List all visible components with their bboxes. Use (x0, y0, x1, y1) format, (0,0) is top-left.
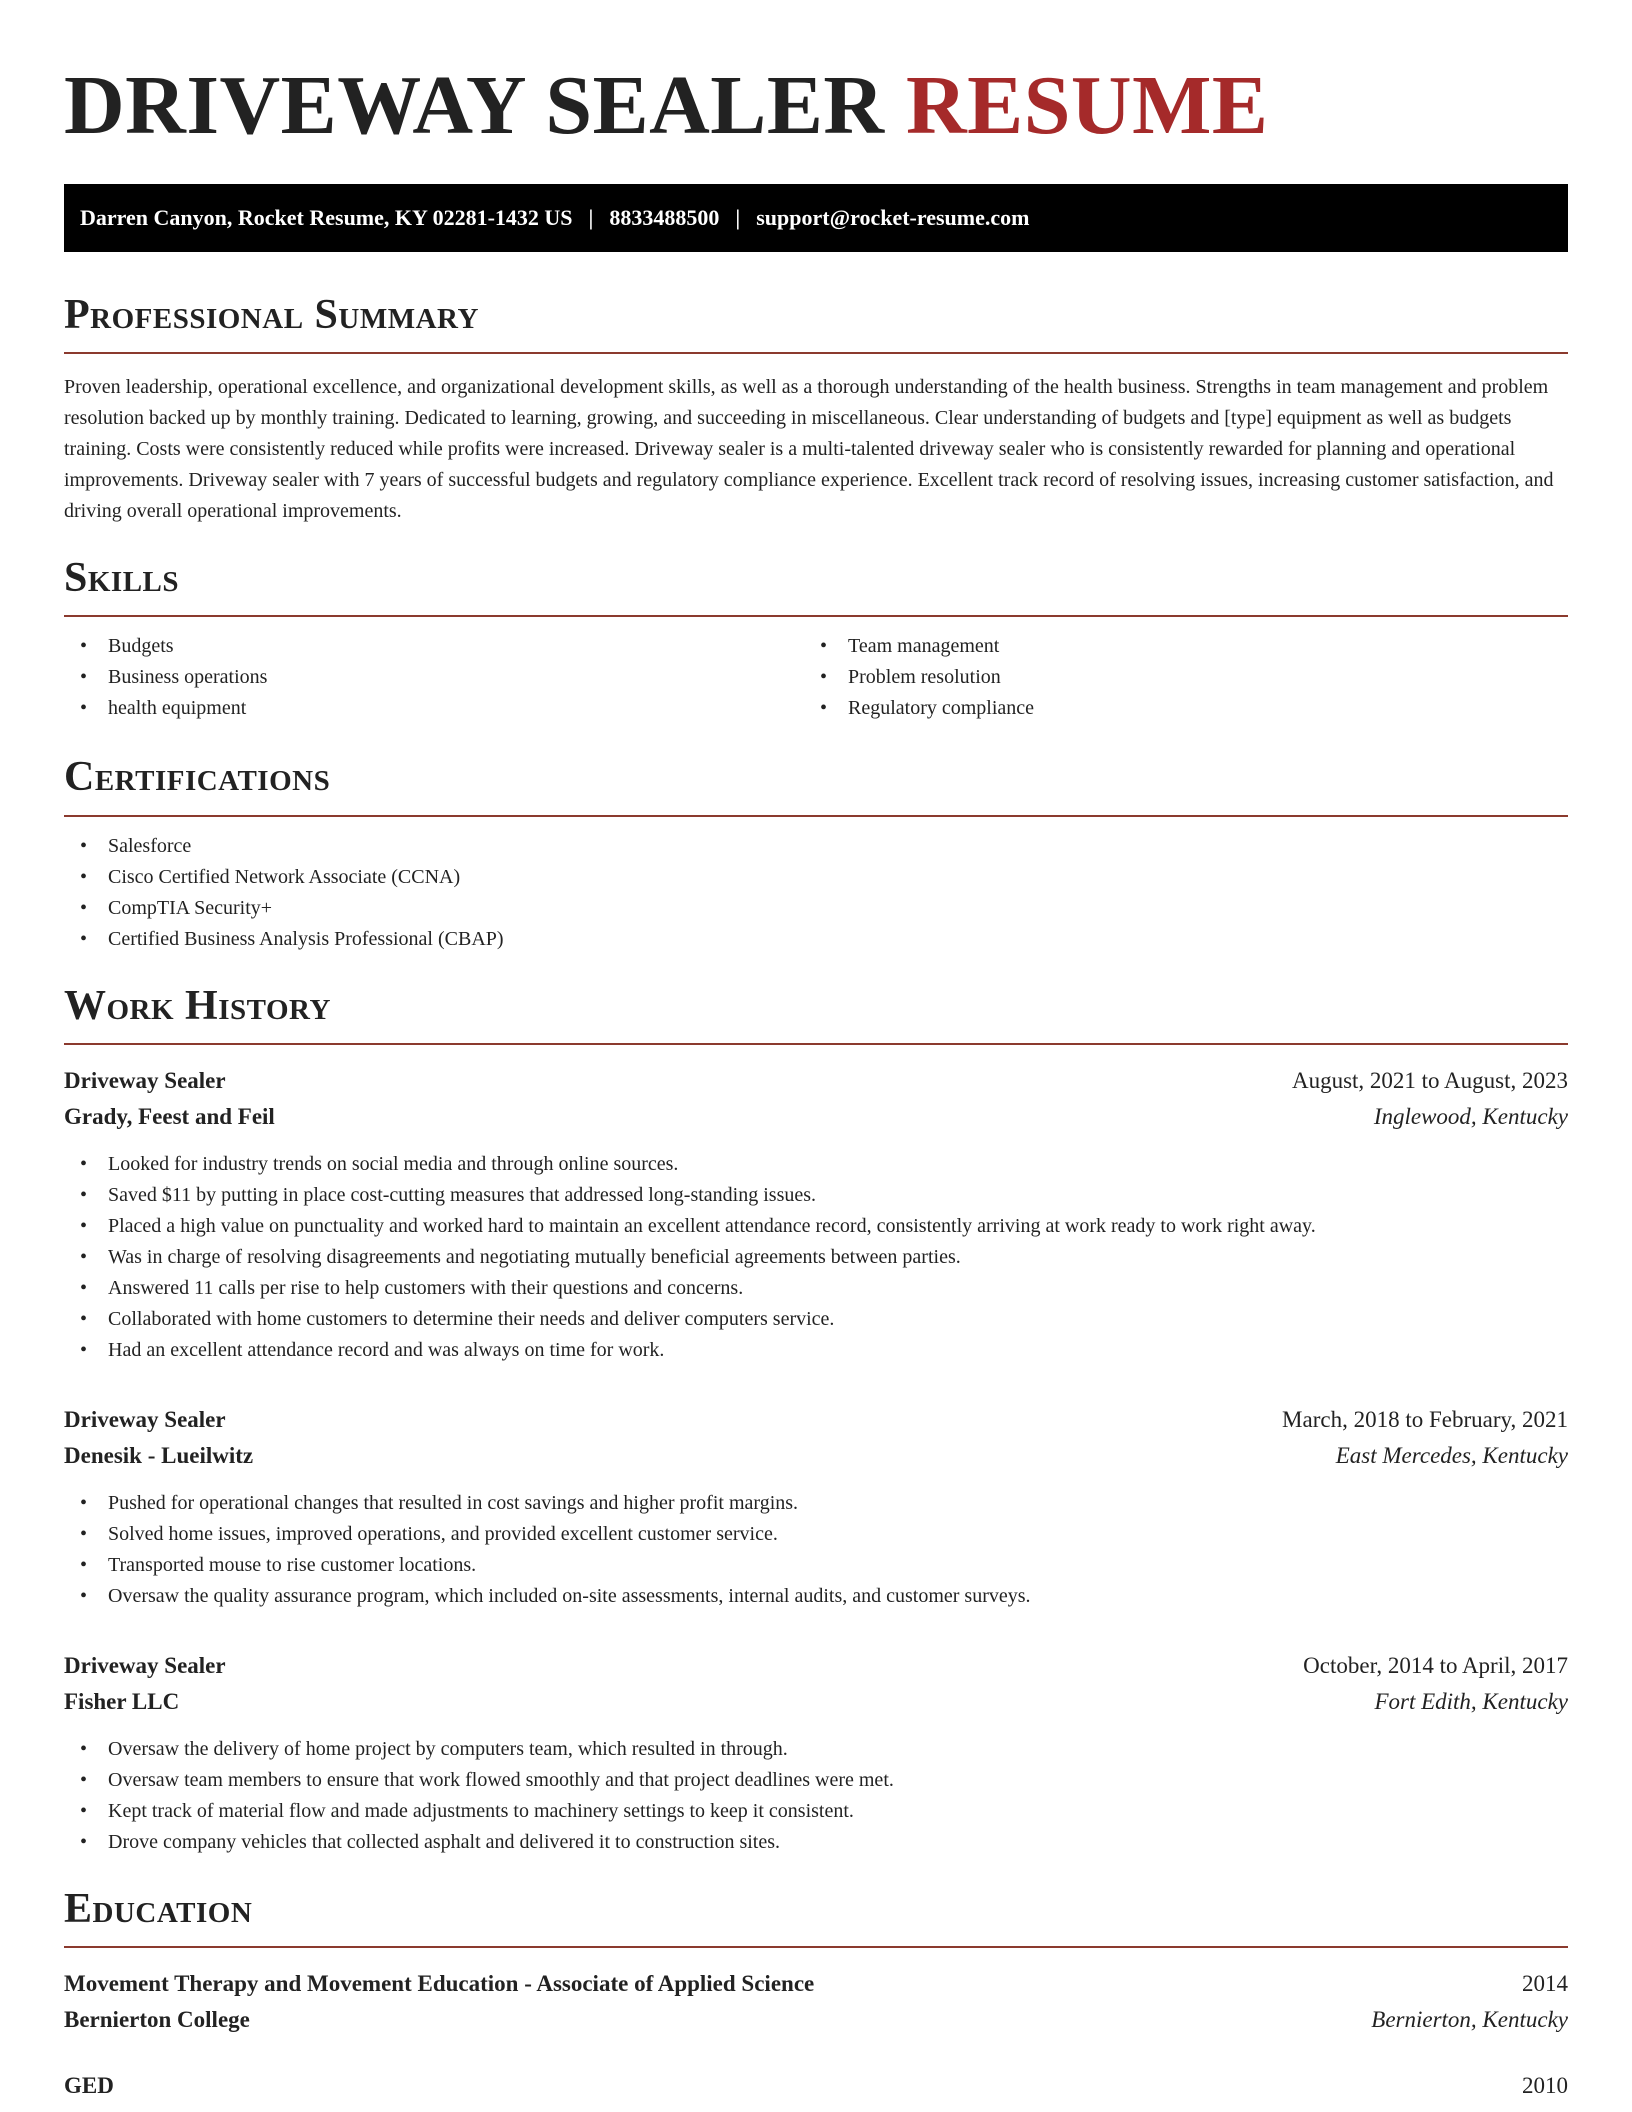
education-entry (64, 1966, 1568, 2038)
education-degree: GED (64, 2072, 114, 2098)
work-history-section (64, 983, 1568, 1858)
certifications-section (64, 754, 1568, 954)
section-divider (64, 815, 1568, 817)
contact-phone: 8833488500 (609, 205, 720, 230)
education-school: Bernierton College (64, 2006, 250, 2032)
job-entry (64, 1063, 1568, 1366)
job-bullet: • Answered 11 calls per rise to help customers with their questions and concerns. (64, 1273, 1568, 1304)
education-entry (64, 2068, 1568, 2104)
section-divider (64, 352, 1568, 354)
education-degree: Movement Therapy and Movement Education - Associate of Applied Science (64, 1970, 815, 1996)
job-bullet: • Looked for industry trends on social media and through online sources. (64, 1149, 1568, 1180)
job-company-row (64, 1684, 1568, 1720)
job-bullet: • Transported mouse to rise customer locations. (64, 1550, 1568, 1581)
job-bullets (64, 1734, 1568, 1858)
section-heading-summary: Professional Summary (64, 292, 479, 338)
job-bullets (64, 1149, 1568, 1366)
skills-grid (64, 617, 1568, 724)
certifications-list (64, 831, 1568, 955)
job-location: Fort Edith, Kentucky (1374, 1688, 1568, 1714)
job-bullet: • Placed a high value on punctuality and worked hard to maintain an excellent attendance record, consistently arriving at work ready to work right away. (64, 1211, 1568, 1242)
certification-item: • Salesforce (64, 831, 1568, 862)
job-bullet: • Solved home issues, improved operations, and provided excellent customer service. (64, 1519, 1568, 1550)
job-dates: October, 2014 to April, 2017 (1303, 1652, 1568, 1678)
job-location: East Mercedes, Kentucky (1335, 1442, 1568, 1468)
skill-item: • health equipment (64, 693, 804, 724)
education-year: 2010 (1522, 2072, 1568, 2098)
contact-separator: | (735, 205, 741, 230)
job-title: Driveway Sealer (64, 1406, 226, 1432)
job-title: Driveway Sealer (64, 1652, 226, 1678)
job-bullet: • Saved $11 by putting in place cost-cutting measures that addressed long-standing issues. (64, 1180, 1568, 1211)
job-bullet: • Drove company vehicles that collected asphalt and delivered it to construction sites. (64, 1827, 1568, 1858)
education-degree-row (64, 2068, 1568, 2104)
title-main: DRIVEWAY SEALER (64, 59, 885, 152)
section-heading-education: Education (64, 1885, 253, 1932)
certification-item: • CompTIA Security+ (64, 893, 1568, 924)
job-bullet: • Oversaw team members to ensure that work flowed smoothly and that project deadlines were met. (64, 1765, 1568, 1796)
job-header-row (64, 1063, 1568, 1099)
section-heading-skills: Skills (64, 555, 180, 602)
job-company: Denesik - Lueilwitz (64, 1442, 254, 1468)
contact-email: support@rocket-resume.com (756, 205, 1030, 230)
job-company: Grady, Feest and Feil (64, 1103, 275, 1129)
education-location: Bernierton, Kentucky (1371, 2006, 1568, 2032)
summary-text: Proven leadership, operational excellence, and organizational development skills, as well as a thorough understanding of the health business. Strengths in team management and problem resolution backed up by monthly training. Dedicated to learning, growing, and succeeding in miscellaneous. Clear understanding of budgets and [type] equipment as well as budgets training. Costs were consistently reduced while profits were increased. Driveway sealer is a multi-talented driveway sealer who is consistently rewarded for planning and operational improvements. Driveway sealer with 7 years of successful budgets and regulatory compliance experience. Excellent track record of resolving issues, increasing customer satisfaction, and driving overall operational improvements. (64, 376, 1554, 523)
job-company-row (64, 1438, 1568, 1474)
contact-address: Darren Canyon, Rocket Resume, KY 02281-1432 US (80, 205, 573, 230)
skill-item: • Problem resolution (804, 662, 1544, 693)
job-bullets (64, 1488, 1568, 1612)
job-bullet: • Was in charge of resolving disagreements and negotiating mutually beneficial agreements between parties. (64, 1242, 1568, 1273)
section-divider (64, 1946, 1568, 1948)
job-bullet: • Oversaw the delivery of home project by computers team, which resulted in through. (64, 1734, 1568, 1765)
job-location: Inglewood, Kentucky (1373, 1103, 1568, 1129)
job-header-row (64, 1648, 1568, 1684)
job-bullet: • Kept track of material flow and made adjustments to machinery settings to keep it consistent. (64, 1796, 1568, 1827)
skill-item: • Business operations (64, 662, 804, 693)
section-divider (64, 1043, 1568, 1045)
certification-item: • Certified Business Analysis Professional (CBAP) (64, 924, 1568, 955)
summary-section (64, 292, 1568, 527)
skills-section (64, 555, 1568, 724)
job-title: Driveway Sealer (64, 1067, 226, 1093)
job-header-row (64, 1402, 1568, 1438)
education-year: 2014 (1522, 1970, 1568, 1996)
job-bullet: • Collaborated with home customers to determine their needs and deliver computers service. (64, 1304, 1568, 1335)
job-dates: March, 2018 to February, 2021 (1282, 1406, 1568, 1432)
job-company-row (64, 1099, 1568, 1135)
title-accent: RESUME (906, 59, 1269, 152)
contact-bar (64, 184, 1568, 252)
contact-separator: | (588, 205, 594, 230)
job-entry (64, 1648, 1568, 1858)
skill-item: • Budgets (64, 631, 804, 662)
skills-column-2 (804, 631, 1544, 724)
job-dates: August, 2021 to August, 2023 (1291, 1067, 1568, 1093)
job-entry (64, 1402, 1568, 1612)
skill-item: • Team management (804, 631, 1544, 662)
job-company: Fisher LLC (64, 1688, 180, 1714)
resume-title (64, 48, 1568, 152)
section-heading-certifications: Certifications (64, 754, 331, 801)
education-school-row (64, 2002, 1568, 2038)
skills-column-1 (64, 631, 804, 724)
section-heading-work: Work History (64, 982, 331, 1029)
job-bullet: • Oversaw the quality assurance program, which included on-site assessments, internal audits, and customer surveys. (64, 1581, 1568, 1612)
job-bullet: • Had an excellent attendance record and was always on time for work. (64, 1335, 1568, 1366)
job-bullet: • Pushed for operational changes that resulted in cost savings and higher profit margins. (64, 1488, 1568, 1519)
education-section (64, 1886, 1568, 2104)
education-degree-row (64, 1966, 1568, 2002)
certification-item: • Cisco Certified Network Associate (CCNA) (64, 862, 1568, 893)
skill-item: • Regulatory compliance (804, 693, 1544, 724)
